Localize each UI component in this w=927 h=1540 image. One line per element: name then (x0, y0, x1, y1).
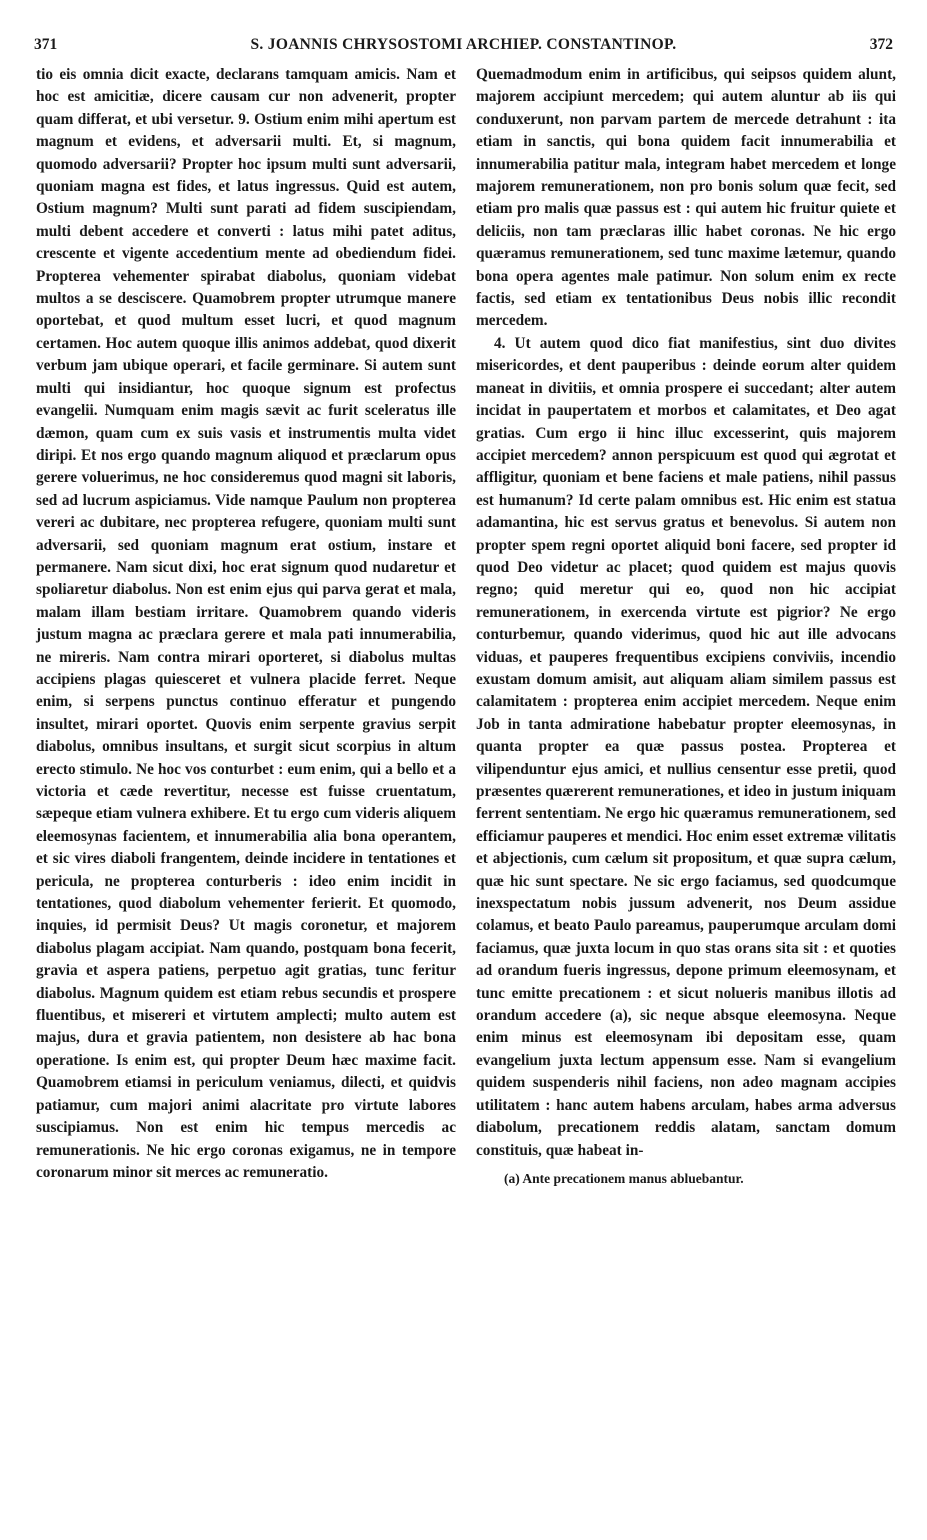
right-paragraph-2: 4. Ut autem quod dico fiat manifestius, sint duo divites misericordes, et dent pauperibus : deinde eorum alter quidem maneat in divitiis, et omnia prospere ei succedant; alter autem incidat in paupertatem et morbos et calamitates, et Deo agat gratias. Cum ergo ii hinc illuc excesserint, quis majorem accipiet mercedem? annon perspicuum est quod qui ægrotat et affligitur, quoniam et bene faciens et male patiens, nihil passus est humanum? Id certe palam omnibus est. Hic enim est statua adamantina, hic est servus gratus et benevolus. Si autem non propter spem regni oportet aliquid boni facere, sed propter id quod Deo videtur ac placet; quod quidem est majus quovis regno; quid meretur qui eo, quod non hic accipiat remunerationem, in exercenda virtute est pigrior? Ne ergo conturbemur, quando viderimus, quod hic aut ille advocans viduas, et pauperes frequentibus excipiens conviviis, incendio exustam domum amisit, aut aliquam aliam similem passus est calamitatem : propterea enim accipiet mercedem. Neque enim Job in tanta admiratione habebatur propter eleemosynas, in quanta propter ea quæ passus postea. Propterea et vilipenduntur ejus amici, et nullius censentur esse pretii, quod præsentes quærerent remunerationes, et ideo in justum iniquam ferrent sententiam. Ne ergo hic quæramus remunerationem, sed efficiamur pauperes et mendici. Hoc enim esset extremæ vilitatis et abjectionis, cum cælum sit propositum, et quæ supra cælum, quæ hic sunt spectare. Ne sic ergo faciamus, sed quodcumque inexspectatum nobis jussum advenerit, nos Deum assidue colamus, et beato Paulo pareamus, pauperumque arculam domi faciamus, quæ juxta locum in quo stas orans sita sit : et quoties ad orandum fueris ingressus, depone primum eleemosynam, et tunc emitte precationem : et sicut nolueris manibus illotis ad orandum accedere (a), sic neque absque eleemosyna. Neque enim minus est eleemosynam ibi depositam esse, quam evangelium juxta lectum appensum esse. Nam si evangelium quidem suspenderis nihil faciens, non adeo magnam accipies utilitatem : hanc autem habens arculam, habes arma adversus diabolum, precationem reddis alatam, sanctam domum constituis, quæ habeat in- (476, 334, 896, 1159)
left-column (36, 64, 456, 1184)
page-number-left: 371 (34, 36, 58, 53)
right-column (476, 64, 896, 1188)
footnote: (a) Ante precationem manus abluebantur. (504, 1170, 744, 1186)
page-number-right: 372 (869, 36, 893, 53)
right-paragraph-1: Quemadmodum enim in artificibus, qui seipsos quidem alunt, majorem accipiunt mercedem; qui autem aluntur ab iis qui conduxerunt, non parvam partem de mercede detrahunt : ita etiam in sanctis, qui bona quidem facit innumerabilia et innumerabilia patitur mala, integram habet mercedem et longe majorem remunerationem, non pro bonis solum quæ fecit, sed etiam pro malis quæ passus est : qui autem hic fruitur quiete et deliciis, non tam præclaras illic habet coronas. Ne hic ergo quæramus remunerationem, sed tunc maxime lætemur, quando bona opera agentes male patimur. Non solum enim ex recte factis, sed etiam ex tentationibus Deus nobis illic recondit mercedem. (476, 66, 896, 330)
running-title: S. JOANNIS CHRYSOSTOMI ARCHIEP. CONSTANTINOP. (250, 36, 677, 53)
running-header (30, 36, 897, 58)
left-column-text: tio eis omnia dicit exacte, declarans tamquam amicis. Nam et hoc est amicitiæ, dicere causam cur non advenerit, propter quam differat, et ubi versetur. 9. Ostium enim mihi apertum est magnum et evidens, et adversarii multi. Et, si magnum, quomodo adversarii? Propter hoc ipsum multi sunt adversarii, quoniam magna est fides, et latus ingressus. Quid est autem, Ostium magnum? Multi sunt parati ad fidem suscipiendam, multi debent accedere et converti : latus mihi patet aditus, crescente et vigente accedentium mente ad obediendum fidei. Propterea vehementer spirabat diabolus, quoniam videbat multos a se desciscere. Quamobrem propter utrumque manere oportebat, et quod multum esset lucri, et quod magnum certamen. Hoc autem quoque illis animos addebat, quod dixerit verbum jam ubique operari, et facile germinare. Si autem sunt multi qui insidiantur, hoc quoque signum est profectus evangelii. Numquam enim magis sævit ac furit sceleratus ille dæmon, quam cum ex suis vasis et instrumentis multa videt diripi. Et nos ergo quando magnum aliquod et præclarum opus gerere voluerimus, ne hoc consideremus quod magni sit laboris, sed ad lucrum aspiciamus. Vide namque Paulum non propterea vereri ac dubitare, nec propterea refugere, quoniam multi sunt adversarii, sed quoniam magnum erat ostium, instare et permanere. Nam sicut dixi, hoc erat signum quod nudaretur et spoliaretur diabolus. Non est enim ejus qui parva gerat et mala, malam illam bestiam irritare. Quamobrem quando videris justum magna ac præclara gerere et mala pati innumerabilia, ne mireris. Nam contra mirari oporteret, si diabolus multas accipiens plagas quiesceret et vulnera placide ferret. Neque enim, si serpens punctus continuo efferatur et pungendo insultet, mirari oportet. Quovis enim serpente gravius serpit diabolus, omnibus insultans, et surgit sicut scorpius in altum erecto stimulo. Ne hoc vos conturbet : eum enim, qui a bello et a victoria et cæde revertitur, necesse est fuisse cruentatum, sæpeque etiam vulnera exhibere. Et tu ergo cum videris aliquem eleemosynas facientem, et innumerabilia alia bona operantem, et sic vires diaboli frangentem, deinde incidere in tentationes et pericula, ne propterea conturberis : ideo enim incidit in tentationes, quod diabolum vehementer ferierit. Et quomodo, inquies, id permisit Deus? Ut magis coronetur, et majorem diabolus plagam accipiat. Nam quando, postquam bona fecerit, gravia et aspera patiens, perpetuo agit gratias, tunc feritur diabolus. Magnum quidem est etiam rebus secundis et prospere fluentibus, et misereri et virtutem amplecti; multo autem est majus, dura et gravia patientem, non desistere ab hac bona operatione. Is enim est, qui propter Deum hæc maxime facit. Quamobrem etiamsi in periculum veniamus, dilecti, et quidvis patiamur, cum majori animi alacritate pro virtute labores suscipiamus. Non est enim hic tempus mercedis ac remunerationis. Ne hic ergo coronas exigamus, ne in tempore coronarum minor sit merces ac remuneratio. (36, 66, 456, 1181)
